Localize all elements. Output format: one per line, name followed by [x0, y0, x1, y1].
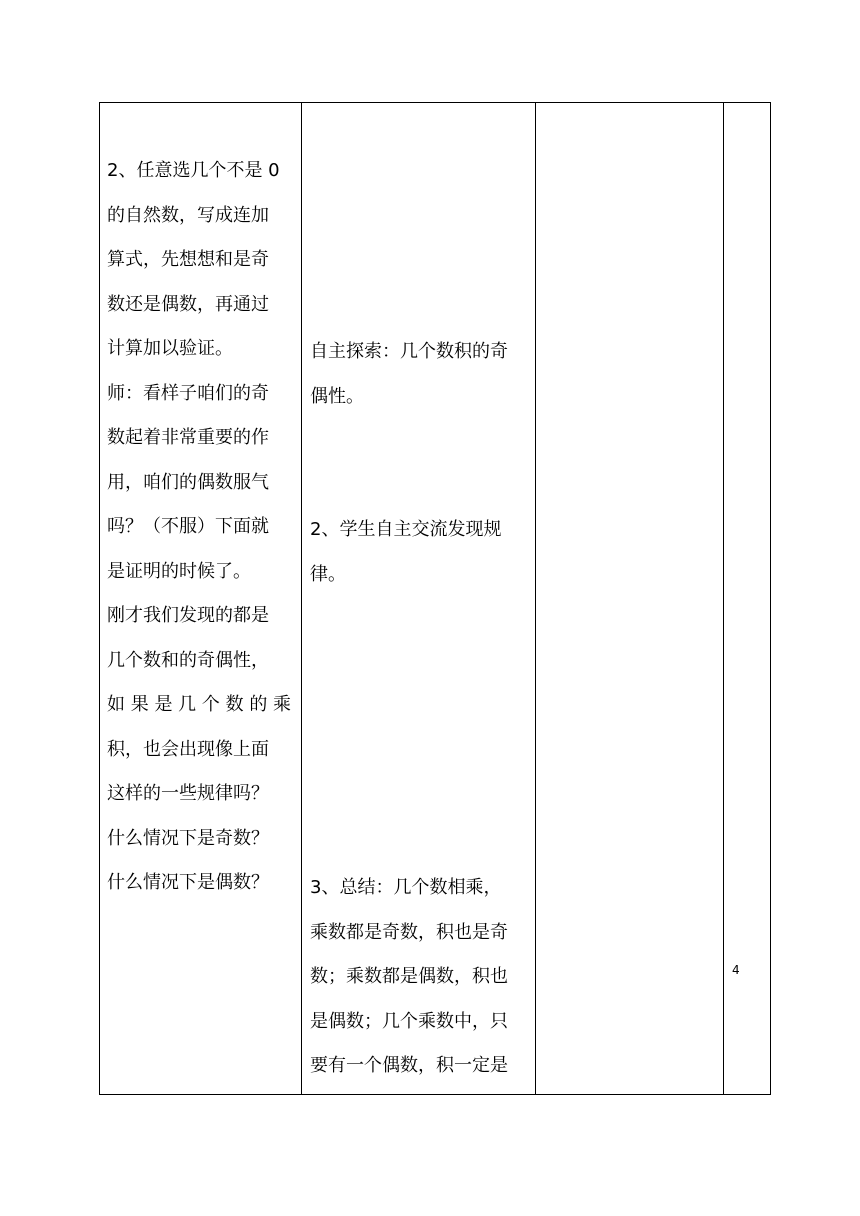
text-line: 是证明的时候了。: [107, 560, 251, 582]
text-line: 算式，先想想和是奇: [107, 249, 269, 270]
text-line: 3、总结：几个数相乘，: [310, 877, 502, 898]
column-divider-1: [301, 102, 302, 1095]
column-divider-2: [535, 102, 536, 1095]
text-line: 刚才我们发现的都是: [107, 605, 269, 626]
student-activity-block-2: [310, 508, 532, 597]
teacher-activity-column: [107, 149, 297, 906]
page-number: 4: [732, 963, 740, 977]
text-line: 计算加以验证。: [107, 338, 233, 359]
text-line: 师：看样子咱们的奇: [107, 382, 269, 404]
text-line: 乘数都是奇数，积也是奇: [310, 921, 508, 943]
text-line: 吗？（不服）下面就: [107, 516, 269, 537]
text-line: 这样的一些规律吗？: [107, 783, 269, 804]
text-line: 如 果 是 几 个 数 的 乘: [107, 694, 292, 715]
text-line: 什么情况下是奇数？: [107, 827, 269, 849]
text-line: 是偶数；几个乘数中，只: [310, 1010, 508, 1032]
text-line: 偶性。: [310, 385, 364, 407]
text-line: 用，咱们的偶数服气: [107, 471, 269, 493]
text-line: 数；乘数都是偶数，积也: [310, 966, 508, 987]
text-line: 2、学生自主交流发现规: [310, 519, 502, 540]
text-line: 自主探索：几个数积的奇: [310, 341, 508, 362]
text-line: 律。: [310, 563, 346, 585]
text-line: 2、任意选几个不是 0: [107, 160, 280, 181]
text-line: 什么情况下是偶数？: [107, 872, 269, 893]
column-divider-3: [723, 102, 724, 1095]
student-activity-block-3: [310, 866, 532, 1089]
text-line: 积，也会出现像上面: [107, 738, 269, 760]
text-line: 的自然数，写成连加: [107, 204, 269, 226]
text-line: 数还是偶数，再通过: [107, 293, 269, 315]
text-line: 几个数和的奇偶性，: [107, 649, 269, 671]
text-line: 数起着非常重要的作: [107, 427, 269, 448]
text-line: 要有一个偶数，积一定是: [310, 1055, 508, 1076]
student-activity-block-1: [310, 330, 532, 419]
